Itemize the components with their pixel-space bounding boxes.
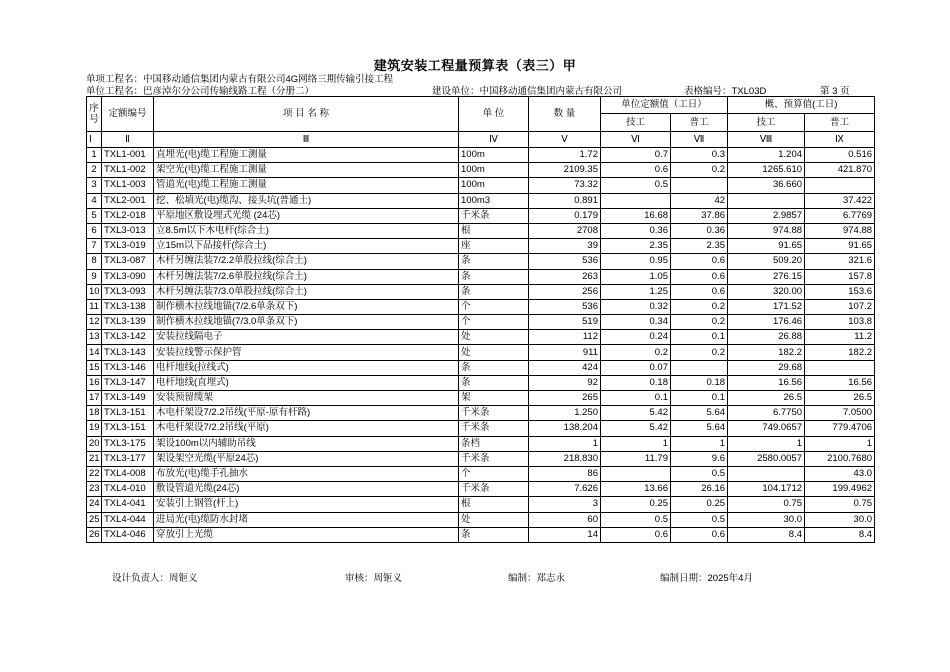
cell-general-quota: 0.6 xyxy=(671,284,728,299)
cell-seq: 16 xyxy=(87,375,102,390)
cell-general-estimate: 8.4 xyxy=(805,527,875,542)
cell-skilled-quota: 0.6 xyxy=(601,163,671,178)
table-row xyxy=(87,330,875,345)
cell-skilled-estimate: 320.00 xyxy=(728,284,805,299)
cell-general-quota: 0.2 xyxy=(671,163,728,178)
cell-unit: 个 xyxy=(459,315,529,330)
cell-unit: 千米条 xyxy=(459,482,529,497)
cell-skilled-estimate: 1 xyxy=(728,436,805,451)
cell-general-quota: 37.86 xyxy=(671,208,728,223)
cell-qty: 263 xyxy=(529,269,601,284)
cell-skilled-quota: 1 xyxy=(601,436,671,451)
table-row xyxy=(87,315,875,330)
cell-skilled-quota: 0.1 xyxy=(601,391,671,406)
cell-general-estimate: 11.2 xyxy=(805,330,875,345)
cell-general-estimate: 974.88 xyxy=(805,223,875,238)
cell-qty: 14 xyxy=(529,527,601,542)
cell-general-estimate: 7.0500 xyxy=(805,406,875,421)
table-row xyxy=(87,527,875,542)
table-row xyxy=(87,223,875,238)
cell-skilled-quota: 0.95 xyxy=(601,254,671,269)
cell-general-estimate: 26.5 xyxy=(805,391,875,406)
cell-skilled-estimate: 2.9857 xyxy=(728,208,805,223)
cell-qty: 3 xyxy=(529,497,601,512)
cell-unit: 100m xyxy=(459,148,529,163)
cell-qty: 265 xyxy=(529,391,601,406)
cell-item: 木杆另缠法装7/2.2单股拉线(综合土) xyxy=(154,254,459,269)
cell-skilled-estimate: 8.4 xyxy=(728,527,805,542)
cell-skilled-quota: 1.05 xyxy=(601,269,671,284)
cell-item: 电杆地线(直埋式) xyxy=(154,375,459,390)
builder-name: 建设单位：中国移动通信集团内蒙古有限公司 xyxy=(432,86,623,97)
cell-item: 安装拉线隔电子 xyxy=(154,330,459,345)
cell-general-quota: 0.36 xyxy=(671,223,728,238)
cell-code: TXL4-041 xyxy=(102,497,154,512)
header-item: 项 目 名 称 xyxy=(154,97,459,132)
cell-skilled-estimate: 26.5 xyxy=(728,391,805,406)
cell-item: 制作横木拉线地锚(7/3.0单条双下) xyxy=(154,315,459,330)
cell-seq: 4 xyxy=(87,193,102,208)
cell-general-quota: 0.2 xyxy=(671,315,728,330)
footer-editor: 编制：郑志永 xyxy=(508,573,566,584)
cell-unit: 条 xyxy=(459,375,529,390)
cell-general-estimate: 1 xyxy=(805,436,875,451)
cell-general-estimate: 0.75 xyxy=(805,497,875,512)
cell-skilled-quota: 0.5 xyxy=(601,512,671,527)
cell-qty: 519 xyxy=(529,315,601,330)
roman-cell: Ⅲ xyxy=(154,132,459,148)
footer-designer: 设计负责人：周钷义 xyxy=(112,573,198,584)
cell-item: 直埋光(电)缆工程施工测量 xyxy=(154,148,459,163)
cell-skilled-estimate: 16.56 xyxy=(728,375,805,390)
cell-qty: 138.204 xyxy=(529,421,601,436)
cell-item: 进局光(电)缆防水封堵 xyxy=(154,512,459,527)
cell-skilled-quota: 2.35 xyxy=(601,239,671,254)
cell-general-quota: 0.6 xyxy=(671,527,728,542)
cell-unit: 条 xyxy=(459,360,529,375)
cell-qty: 424 xyxy=(529,360,601,375)
cell-item: 敷设管道光缆(24芯) xyxy=(154,482,459,497)
cell-general-quota: 26.16 xyxy=(671,482,728,497)
page-number: 第 3 页 xyxy=(820,86,850,97)
table-row xyxy=(87,512,875,527)
cell-qty: 2708 xyxy=(529,223,601,238)
cell-qty: 92 xyxy=(529,375,601,390)
cell-seq: 24 xyxy=(87,497,102,512)
cell-general-estimate xyxy=(805,178,875,193)
cell-general-estimate: 2100.7680 xyxy=(805,451,875,466)
cell-unit: 条 xyxy=(459,269,529,284)
cell-item: 木电杆架设7/2.2吊线(平原) xyxy=(154,421,459,436)
cell-item: 木电杆架设7/2.2吊线(平原-原有杆路) xyxy=(154,406,459,421)
table-row xyxy=(87,208,875,223)
cell-code: TXL3-149 xyxy=(102,391,154,406)
cell-general-estimate: 43.0 xyxy=(805,466,875,481)
table-row xyxy=(87,360,875,375)
cell-item: 立15m以下品接杆(综合土) xyxy=(154,239,459,254)
cell-seq: 14 xyxy=(87,345,102,360)
header-unit: 单 位 xyxy=(459,97,529,132)
cell-code: TXL3-139 xyxy=(102,315,154,330)
cell-skilled-quota: 13.66 xyxy=(601,482,671,497)
cell-skilled-quota: 0.07 xyxy=(601,360,671,375)
cell-item: 安装拉线警示保护管 xyxy=(154,345,459,360)
cell-unit: 处 xyxy=(459,345,529,360)
cell-seq: 5 xyxy=(87,208,102,223)
cell-skilled-quota: 0.25 xyxy=(601,497,671,512)
cell-seq: 12 xyxy=(87,315,102,330)
cell-skilled-estimate: 171.52 xyxy=(728,299,805,314)
cell-skilled-quota xyxy=(601,193,671,208)
cell-item: 架设架空光缆(平原24芯) xyxy=(154,451,459,466)
cell-qty: 60 xyxy=(529,512,601,527)
cell-qty: 7.626 xyxy=(529,482,601,497)
cell-seq: 13 xyxy=(87,330,102,345)
footer-reviewer: 审核：周钷义 xyxy=(345,573,403,584)
cell-qty: 1 xyxy=(529,436,601,451)
cell-skilled-quota: 0.36 xyxy=(601,223,671,238)
cell-unit: 根 xyxy=(459,223,529,238)
cell-item: 管道光(电)缆工程施工测量 xyxy=(154,178,459,193)
cell-skilled-estimate: 276.15 xyxy=(728,269,805,284)
cell-skilled-estimate: 176.46 xyxy=(728,315,805,330)
cell-seq: 20 xyxy=(87,436,102,451)
roman-cell: Ⅸ xyxy=(805,132,875,148)
cell-skilled-estimate: 0.75 xyxy=(728,497,805,512)
cell-code: TXL3-090 xyxy=(102,269,154,284)
cell-code: TXL3-087 xyxy=(102,254,154,269)
cell-general-quota: 5.64 xyxy=(671,406,728,421)
cell-skilled-estimate: 36.660 xyxy=(728,178,805,193)
cell-seq: 3 xyxy=(87,178,102,193)
table-row xyxy=(87,254,875,269)
cell-unit: 座 xyxy=(459,239,529,254)
header-estimate: 概、预算值(工日) xyxy=(728,97,875,114)
cell-general-estimate: 0.516 xyxy=(805,148,875,163)
cell-general-quota: 2.35 xyxy=(671,239,728,254)
budget-table xyxy=(86,96,875,543)
header-qty: 数 量 xyxy=(529,97,601,132)
cell-unit: 千米条 xyxy=(459,208,529,223)
cell-skilled-quota: 1.25 xyxy=(601,284,671,299)
cell-general-quota: 0.1 xyxy=(671,330,728,345)
cell-seq: 19 xyxy=(87,421,102,436)
cell-seq: 1 xyxy=(87,148,102,163)
cell-qty: 256 xyxy=(529,284,601,299)
cell-code: TXL3-013 xyxy=(102,223,154,238)
cell-skilled-estimate: 29.68 xyxy=(728,360,805,375)
cell-code: TXL3-019 xyxy=(102,239,154,254)
cell-item: 木杆另缠法装7/3.0单股拉线(综合土) xyxy=(154,284,459,299)
cell-unit: 千米条 xyxy=(459,406,529,421)
cell-code: TXL1-002 xyxy=(102,163,154,178)
cell-skilled-estimate: 974.88 xyxy=(728,223,805,238)
cell-skilled-quota xyxy=(601,466,671,481)
cell-skilled-estimate xyxy=(728,193,805,208)
cell-skilled-estimate: 30.0 xyxy=(728,512,805,527)
cell-skilled-estimate: 1265.610 xyxy=(728,163,805,178)
footer-date: 编制日期：2025年4月 xyxy=(660,573,753,584)
cell-code: TXL1-003 xyxy=(102,178,154,193)
header-unit-quota: 单位定额值（工日） xyxy=(601,97,728,114)
header-skilled-quota: 技工 xyxy=(601,114,671,132)
cell-skilled-quota: 0.32 xyxy=(601,299,671,314)
cell-general-quota xyxy=(671,360,728,375)
cell-seq: 6 xyxy=(87,223,102,238)
cell-code: TXL3-147 xyxy=(102,375,154,390)
cell-skilled-estimate: 26.88 xyxy=(728,330,805,345)
cell-qty: 39 xyxy=(529,239,601,254)
cell-skilled-quota: 0.24 xyxy=(601,330,671,345)
cell-general-quota: 0.5 xyxy=(671,512,728,527)
cell-general-quota: 0.6 xyxy=(671,254,728,269)
header-row xyxy=(87,97,875,114)
table-row xyxy=(87,284,875,299)
table-row xyxy=(87,482,875,497)
cell-general-estimate: 37.422 xyxy=(805,193,875,208)
cell-unit: 根 xyxy=(459,497,529,512)
roman-cell: Ⅱ xyxy=(102,132,154,148)
cell-seq: 21 xyxy=(87,451,102,466)
cell-item: 安装预留缆架 xyxy=(154,391,459,406)
header-general-estimate: 普工 xyxy=(805,114,875,132)
cell-code: TXL3-146 xyxy=(102,360,154,375)
cell-unit: 条 xyxy=(459,284,529,299)
table-row xyxy=(87,193,875,208)
cell-code: TXL3-151 xyxy=(102,406,154,421)
table-row xyxy=(87,421,875,436)
cell-code: TXL1-001 xyxy=(102,148,154,163)
cell-code: TXL3-093 xyxy=(102,284,154,299)
cell-general-estimate: 16.56 xyxy=(805,375,875,390)
cell-skilled-quota: 0.5 xyxy=(601,178,671,193)
cell-unit: 条 xyxy=(459,527,529,542)
cell-skilled-estimate: 1.204 xyxy=(728,148,805,163)
cell-skilled-estimate: 182.2 xyxy=(728,345,805,360)
cell-general-estimate: 779.4706 xyxy=(805,421,875,436)
cell-qty: 0.891 xyxy=(529,193,601,208)
cell-unit: 处 xyxy=(459,330,529,345)
cell-general-estimate: 107.2 xyxy=(805,299,875,314)
cell-seq: 22 xyxy=(87,466,102,481)
roman-cell: Ⅵ xyxy=(601,132,671,148)
cell-qty: 0.179 xyxy=(529,208,601,223)
cell-seq: 9 xyxy=(87,269,102,284)
header-skilled-estimate: 技工 xyxy=(728,114,805,132)
cell-general-estimate: 199.4962 xyxy=(805,482,875,497)
header-seq: 序号 xyxy=(87,97,102,132)
cell-seq: 17 xyxy=(87,391,102,406)
table-row xyxy=(87,375,875,390)
cell-code: TXL4-044 xyxy=(102,512,154,527)
table-row xyxy=(87,269,875,284)
cell-skilled-estimate xyxy=(728,466,805,481)
table-row xyxy=(87,239,875,254)
cell-general-quota: 0.1 xyxy=(671,391,728,406)
cell-general-quota: 9.6 xyxy=(671,451,728,466)
cell-skilled-estimate: 91.65 xyxy=(728,239,805,254)
cell-code: TXL3-138 xyxy=(102,299,154,314)
cell-unit: 100m3 xyxy=(459,193,529,208)
cell-unit: 个 xyxy=(459,299,529,314)
cell-skilled-quota: 5.42 xyxy=(601,406,671,421)
cell-qty: 1.72 xyxy=(529,148,601,163)
header-general-quota: 普工 xyxy=(671,114,728,132)
table-row xyxy=(87,345,875,360)
table-row xyxy=(87,391,875,406)
unit-project-name: 单位工程名：巴彦淖尔分公司传输线路工程（分册二） xyxy=(86,86,315,97)
cell-general-estimate: 182.2 xyxy=(805,345,875,360)
page-title: 建筑安装工程量预算表（表三）甲 xyxy=(373,58,577,73)
cell-general-estimate: 103.8 xyxy=(805,315,875,330)
cell-item: 架空光(电)缆工程施工测量 xyxy=(154,163,459,178)
table-row xyxy=(87,163,875,178)
cell-unit: 条 xyxy=(459,254,529,269)
cell-qty: 911 xyxy=(529,345,601,360)
cell-unit: 100m xyxy=(459,178,529,193)
cell-general-quota: 0.5 xyxy=(671,466,728,481)
cell-seq: 26 xyxy=(87,527,102,542)
roman-cell: Ⅰ xyxy=(87,132,102,148)
cell-general-quota: 0.6 xyxy=(671,269,728,284)
form-number: 表格编号：TXL03D xyxy=(684,86,767,97)
cell-general-estimate: 153.6 xyxy=(805,284,875,299)
cell-seq: 7 xyxy=(87,239,102,254)
table-row xyxy=(87,451,875,466)
cell-item: 布放光(电)缆手孔抽水 xyxy=(154,466,459,481)
cell-skilled-estimate: 2580.0057 xyxy=(728,451,805,466)
cell-seq: 8 xyxy=(87,254,102,269)
cell-code: TXL4-046 xyxy=(102,527,154,542)
cell-seq: 23 xyxy=(87,482,102,497)
cell-code: TXL3-143 xyxy=(102,345,154,360)
project-name: 单项工程名：中国移动通信集团内蒙古有限公司4G网络三期传输引接工程 xyxy=(86,74,394,85)
cell-skilled-quota: 0.6 xyxy=(601,527,671,542)
cell-unit: 100m xyxy=(459,163,529,178)
cell-seq: 2 xyxy=(87,163,102,178)
cell-code: TXL2-018 xyxy=(102,208,154,223)
cell-general-quota: 1 xyxy=(671,436,728,451)
roman-cell: Ⅴ xyxy=(529,132,601,148)
table-row xyxy=(87,406,875,421)
cell-skilled-quota: 16.68 xyxy=(601,208,671,223)
cell-skilled-quota: 5.42 xyxy=(601,421,671,436)
table-row xyxy=(87,148,875,163)
cell-skilled-estimate: 749.0657 xyxy=(728,421,805,436)
cell-skilled-quota: 0.34 xyxy=(601,315,671,330)
cell-item: 电杆地线(拉线式) xyxy=(154,360,459,375)
cell-skilled-estimate: 104.1712 xyxy=(728,482,805,497)
cell-unit: 个 xyxy=(459,466,529,481)
cell-seq: 10 xyxy=(87,284,102,299)
cell-code: TXL4-010 xyxy=(102,482,154,497)
table-row xyxy=(87,436,875,451)
cell-qty: 1.250 xyxy=(529,406,601,421)
table-row xyxy=(87,299,875,314)
cell-code: TXL4-008 xyxy=(102,466,154,481)
cell-general-quota: 5.64 xyxy=(671,421,728,436)
cell-skilled-estimate: 6.7750 xyxy=(728,406,805,421)
cell-code: TXL3-142 xyxy=(102,330,154,345)
header-code: 定额编号 xyxy=(102,97,154,132)
cell-qty: 536 xyxy=(529,299,601,314)
cell-qty: 2109.35 xyxy=(529,163,601,178)
cell-general-quota xyxy=(671,178,728,193)
cell-general-quota: 0.2 xyxy=(671,299,728,314)
cell-unit: 处 xyxy=(459,512,529,527)
cell-general-estimate: 421.870 xyxy=(805,163,875,178)
cell-qty: 536 xyxy=(529,254,601,269)
cell-qty: 73.32 xyxy=(529,178,601,193)
table-row xyxy=(87,178,875,193)
cell-skilled-quota: 0.18 xyxy=(601,375,671,390)
cell-unit: 条档 xyxy=(459,436,529,451)
cell-item: 平原地区敷设埋式光缆 (24芯) xyxy=(154,208,459,223)
cell-skilled-quota: 0.7 xyxy=(601,148,671,163)
cell-code: TXL3-177 xyxy=(102,451,154,466)
table-row xyxy=(87,497,875,512)
table-row xyxy=(87,466,875,481)
cell-unit: 架 xyxy=(459,391,529,406)
cell-seq: 18 xyxy=(87,406,102,421)
cell-item: 安装引上钢管(杆上) xyxy=(154,497,459,512)
cell-general-estimate: 321.6 xyxy=(805,254,875,269)
cell-seq: 15 xyxy=(87,360,102,375)
cell-code: TXL3-151 xyxy=(102,421,154,436)
cell-general-estimate: 6.7769 xyxy=(805,208,875,223)
cell-general-estimate: 91.65 xyxy=(805,239,875,254)
cell-qty: 218.830 xyxy=(529,451,601,466)
roman-cell: Ⅷ xyxy=(728,132,805,148)
cell-general-quota: 0.18 xyxy=(671,375,728,390)
cell-item: 架设100m以内辅助吊线 xyxy=(154,436,459,451)
cell-item: 制作横木拉线地锚(7/2.6单条双下) xyxy=(154,299,459,314)
cell-qty: 86 xyxy=(529,466,601,481)
cell-general-estimate: 30.0 xyxy=(805,512,875,527)
cell-general-quota: 0.3 xyxy=(671,148,728,163)
cell-skilled-quota: 0.2 xyxy=(601,345,671,360)
roman-cell: Ⅳ xyxy=(459,132,529,148)
cell-qty: 112 xyxy=(529,330,601,345)
roman-cell: Ⅶ xyxy=(671,132,728,148)
cell-item: 立8.5m以下木电杆(综合土) xyxy=(154,223,459,238)
cell-item: 穿放引上光缆 xyxy=(154,527,459,542)
cell-unit: 千米条 xyxy=(459,421,529,436)
cell-general-estimate xyxy=(805,360,875,375)
cell-skilled-estimate: 509.20 xyxy=(728,254,805,269)
cell-code: TXL2-001 xyxy=(102,193,154,208)
cell-item: 挖、松填光(电)缆沟、接头坑(普通土) xyxy=(154,193,459,208)
cell-seq: 11 xyxy=(87,299,102,314)
cell-seq: 25 xyxy=(87,512,102,527)
cell-general-estimate: 157.8 xyxy=(805,269,875,284)
cell-general-quota: 0.25 xyxy=(671,497,728,512)
cell-unit: 千米条 xyxy=(459,451,529,466)
cell-item: 木杆另缠法装7/2.6单股拉线(综合土) xyxy=(154,269,459,284)
cell-code: TXL3-175 xyxy=(102,436,154,451)
cell-general-quota: 42 xyxy=(671,193,728,208)
roman-row xyxy=(87,132,875,148)
cell-general-quota: 0.2 xyxy=(671,345,728,360)
cell-skilled-quota: 11.79 xyxy=(601,451,671,466)
